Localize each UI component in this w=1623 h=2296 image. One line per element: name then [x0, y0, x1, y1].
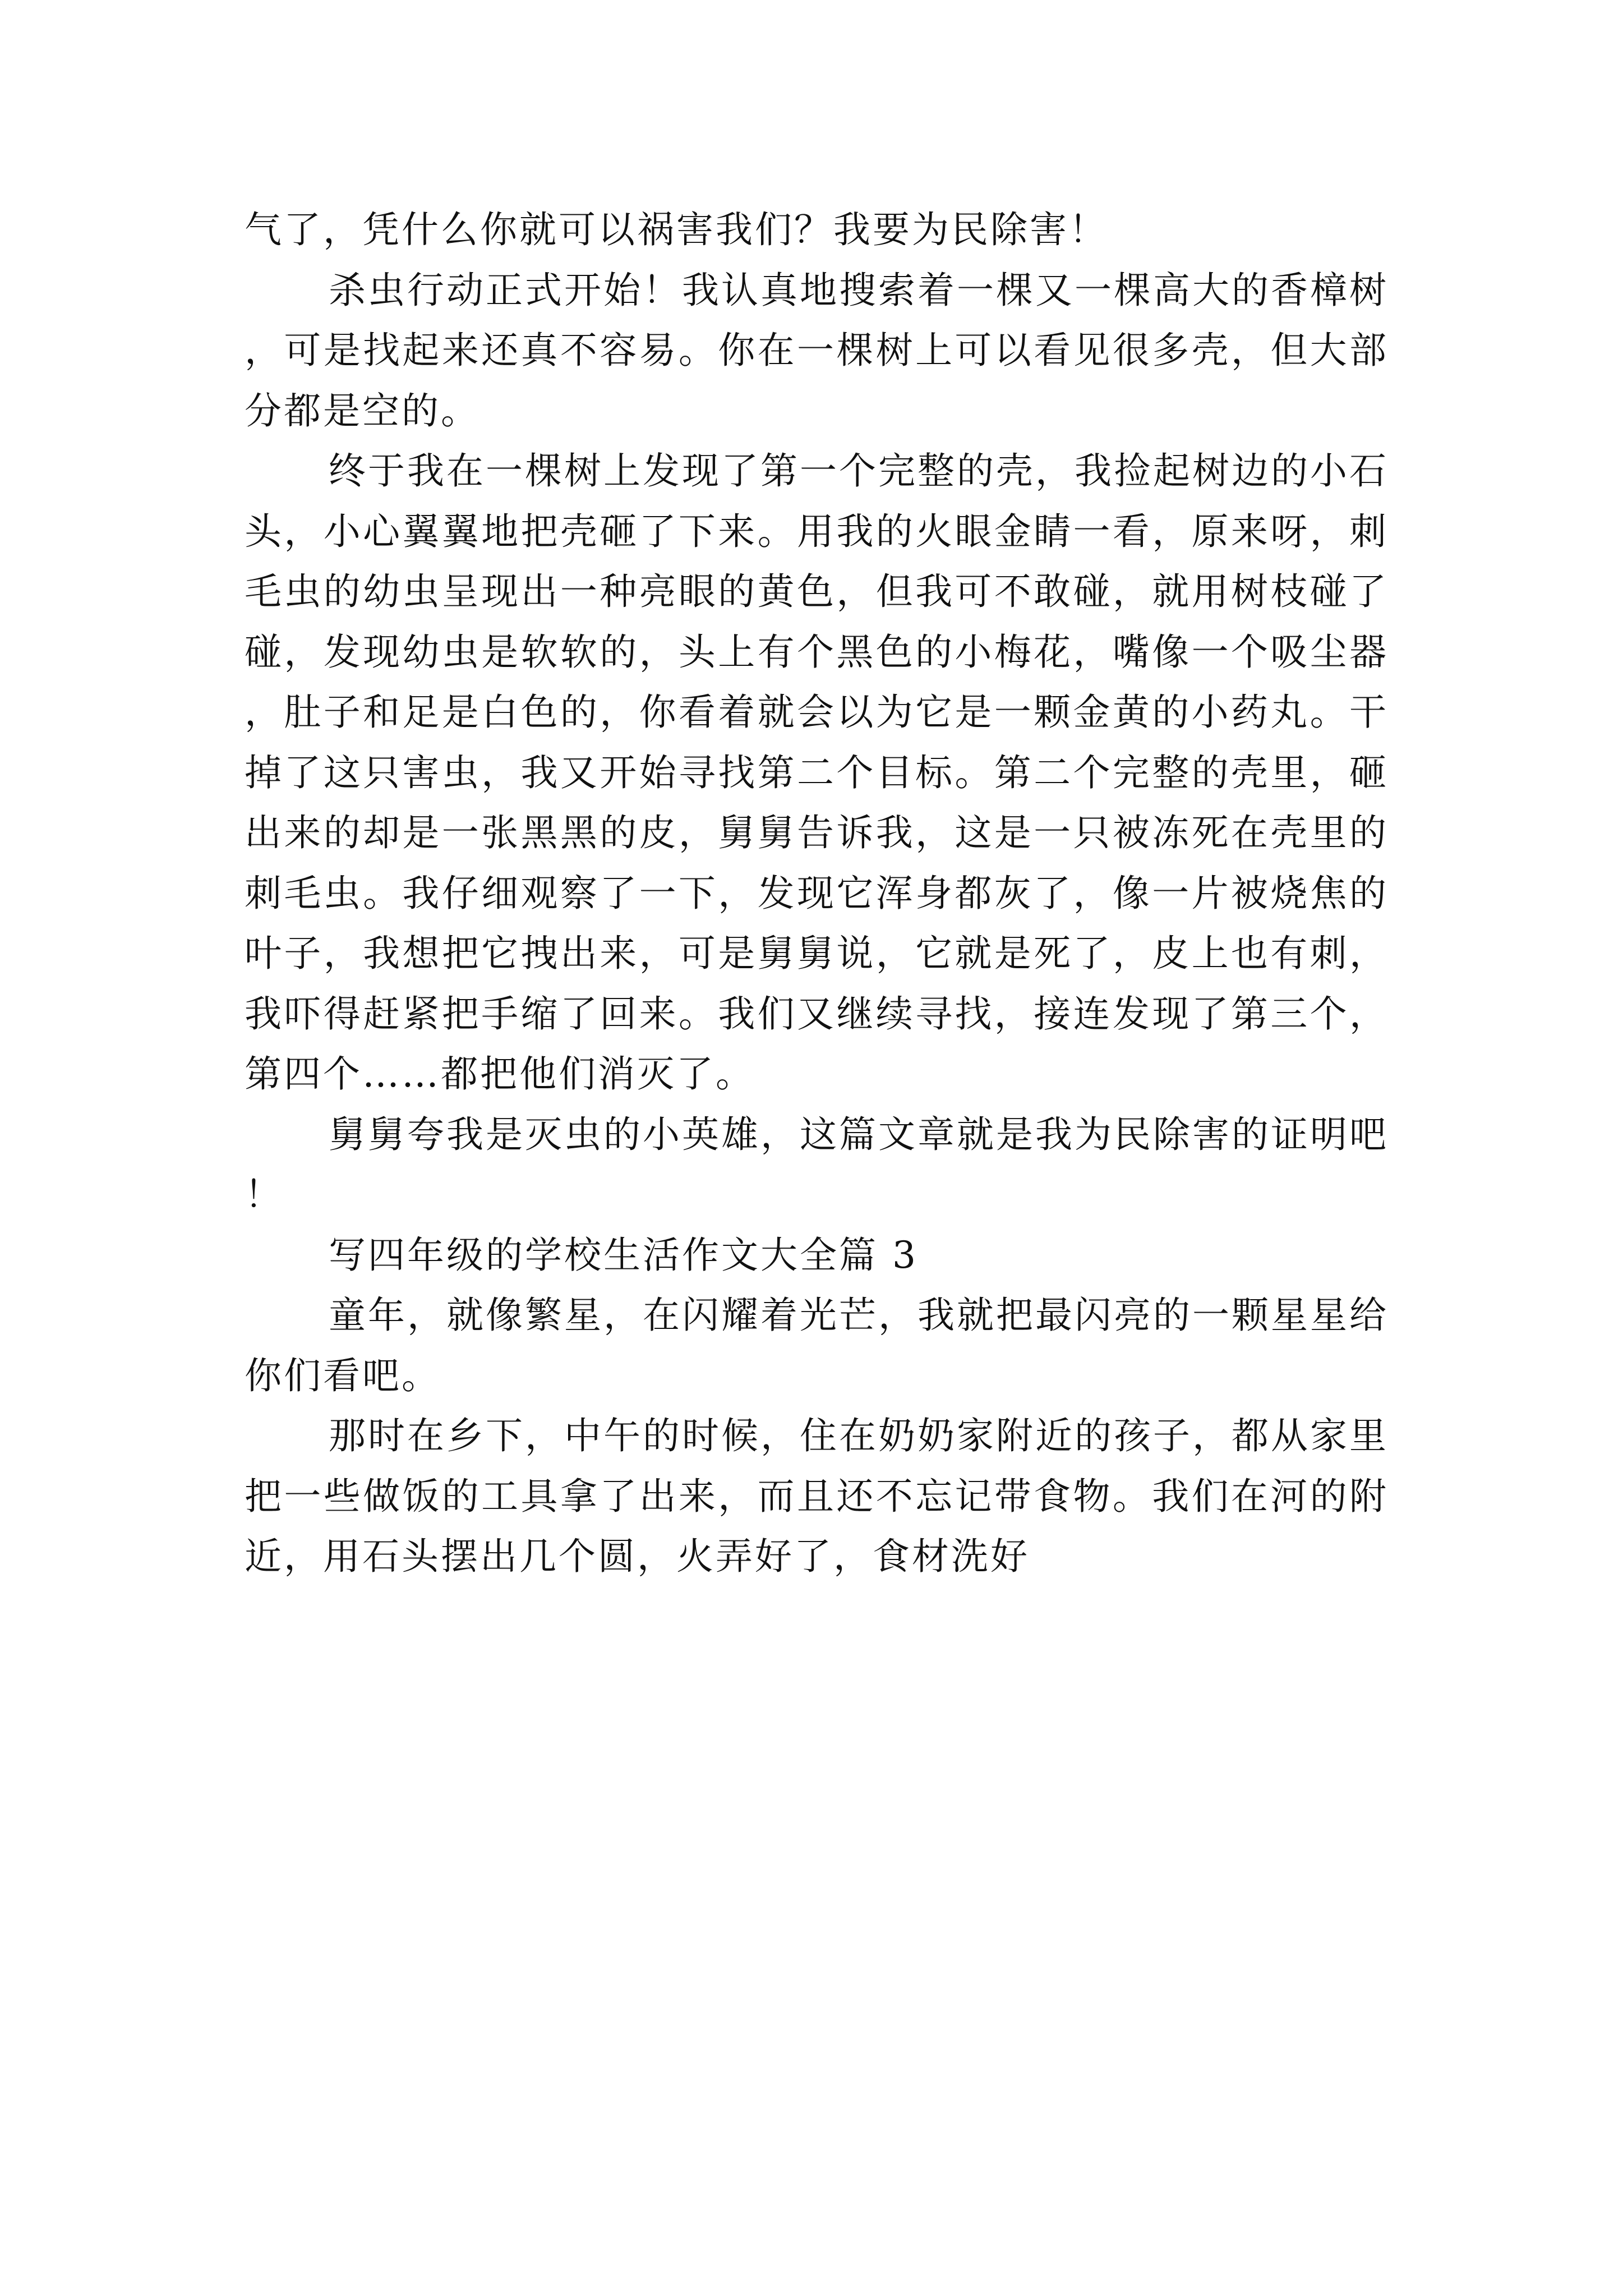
document-body: [245, 200, 1389, 1587]
paragraph-6: 那时在乡下，中午的时候，住在奶奶家附近的孩子，都从家里把一些做饭的工具拿了出来，而且还不忘记带食物。我们在河的附近，用石头摆出几个圆，火弄好了，食材洗好: [245, 1414, 1389, 1578]
section-heading: 写四年级的学校生活作文大全篇 3: [329, 1233, 918, 1277]
paragraph-1: 气了，凭什么你就可以祸害我们？我要为民除害！: [245, 208, 1108, 251]
paragraph-5: 童年，就像繁星，在闪耀着光芒，我就把最闪亮的一颗星星给你们看吧。: [245, 1294, 1389, 1397]
paragraph-2: 杀虫行动正式开始！我认真地搜索着一棵又一棵高大的香樟树，可是找起来还真不容易。你在一棵树上可以看见很多壳，但大部分都是空的。: [245, 268, 1389, 432]
paragraph-4: 舅舅夸我是灭虫的小英雄，这篇文章就是我为民除害的证明吧！: [245, 1112, 1389, 1216]
paragraph-3: 终于我在一棵树上发现了第一个完整的壳，我捡起树边的小石头，小心翼翼地把壳砸了下来。用我的火眼金睛一看，原来呀，刺毛虫的幼虫呈现出一种亮眼的黄色，但我可不敢碰，就用树枝碰了碰，发现幼虫是软软的，头上有个黑色的小梅花，嘴像一个吸尘器，肚子和足是白色的，你看着就会以为它是一颗金黄的小药丸。干掉了这只害虫，我又开始寻找第二个目标。第二个完整的壳里，砸出来的却是一张黑黑的皮，舅舅告诉我，这是一只被冻死在壳里的刺毛虫。我仔细观察了一下，发现它浑身都灰了，像一片被烧焦的叶子，我想把它拽出来，可是舅舅说，它就是死了，皮上也有刺，我吓得赶紧把手缩了回来。我们又继续寻找，接连发现了第三个，第四个……都把他们消灭了。: [245, 449, 1389, 1096]
